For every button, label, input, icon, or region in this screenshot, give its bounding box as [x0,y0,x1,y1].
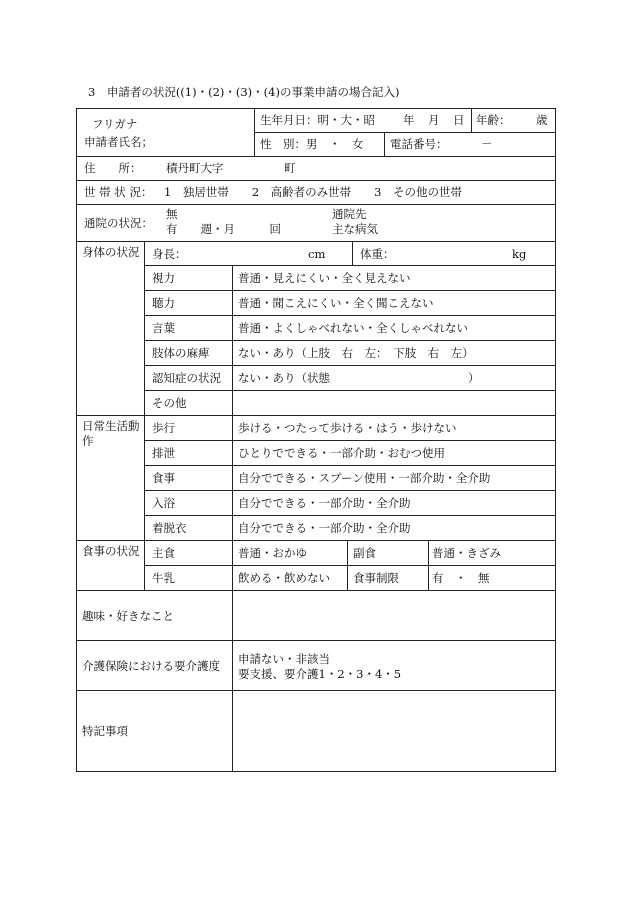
physical-row-value: ない・あり（上肢 右 左： 下肢 右 左） [238,346,474,360]
row-divider [254,132,556,133]
sex-label: 性 別：男 ・ 女 [260,137,364,151]
col-divider [471,108,472,132]
applicant-status-form [76,108,556,772]
weight-unit: kg [512,247,527,261]
col-divider [347,540,348,590]
daily-row-value: ひとりでできる・一部介助・おむつ使用 [238,446,445,460]
col-divider [352,241,353,265]
row-divider [144,315,556,316]
row-divider [144,465,556,466]
age-label: 年齢： [476,113,511,127]
daily-row-label: 食事 [152,471,175,485]
physical-section-label: 身体の状況 [82,245,140,259]
side-dish-value: 普通・きざみ [432,546,501,560]
row-divider [144,340,556,341]
diet-restriction-label: 食事制限 [353,571,399,585]
address-label: 住 所： [84,161,142,175]
hospital-label: 通院の状況： [84,216,153,230]
col-divider [232,590,233,772]
birthdate-day: 日 [453,113,465,127]
staple-food-value: 普通・おかゆ [238,546,307,560]
height-unit: cm [308,247,326,261]
physical-row-label: 聴力 [152,296,175,310]
daily-row-label: 入浴 [152,496,175,510]
daily-row-label: 歩行 [152,421,175,435]
row-divider [144,365,556,366]
height-label: 身長： [152,247,187,261]
row-divider [76,690,556,691]
form-border-left [76,108,77,772]
hospital-none: 無 [166,207,178,221]
household-label: 世 帯 状 況： [84,185,153,199]
row-divider [76,241,556,242]
physical-row-label: 肢体の麻痺 [152,346,210,360]
main-illness-label: 主な病気 [332,222,378,236]
care-level-line2: 要支援、要介護1・2・3・4・5 [238,667,402,681]
daily-row-label: 着脱衣 [152,521,187,535]
row-divider [144,290,556,291]
furigana-label: フリガナ [92,117,138,131]
row-divider [76,204,556,205]
notes-label: 特記事項 [82,724,128,738]
row-divider [76,156,556,157]
row-divider [144,565,556,566]
household-options: 1 独居世帯 2 高齢者のみ世帯 3 その他の世帯 [164,185,462,199]
milk-value: 飲める・飲めない [238,571,330,585]
address-town: 町 [284,161,296,175]
row-divider [144,440,556,441]
row-divider [76,415,556,416]
hobby-label: 趣味・好きなこと [82,609,174,623]
milk-label: 牛乳 [152,571,175,585]
physical-row-label: 視力 [152,271,175,285]
daily-row-value: 自分でできる・スプーン使用・一部介助・全介助 [238,471,491,485]
age-unit: 歳 [536,113,548,127]
applicant-name-label: 申請者氏名； [84,135,153,149]
col-divider [144,241,145,590]
row-divider [76,180,556,181]
form-border-top [76,108,556,109]
address-value: 積丹町大字 [166,161,224,175]
physical-row-value: 普通・見えにくい・全く見えない [238,271,411,285]
physical-row-value: ない・あり（状態 ） [238,371,480,385]
hospital-frequency: 有 週・月 回 [166,222,281,236]
daily-row-label: 排泄 [152,446,175,460]
care-level-line1: 申請ない・非該当 [238,652,330,666]
birthdate-month: 月 [428,113,440,127]
row-divider [76,540,556,541]
daily-row-value: 自分でできる・一部介助・全介助 [238,521,411,535]
row-divider [144,515,556,516]
daily-row-value: 歩ける・つたって歩ける・はう・歩けない [238,421,457,435]
physical-row-label: 言葉 [152,321,175,335]
physical-row-label: 認知症の状況 [152,371,221,385]
meal-section-label: 食事の状況 [82,544,140,558]
weight-label: 体重： [360,247,395,261]
form-border-bottom [76,771,556,772]
hospital-name-label: 通院先 [332,207,367,221]
daily-section-label-cont: 作 [82,434,94,448]
row-divider [76,590,556,591]
phone-label: 電話番号： [390,137,448,151]
side-dish-label: 副食 [353,546,376,560]
row-divider [144,490,556,491]
birthdate-label: 生年月日：明・大・昭 [260,113,375,127]
col-divider [254,108,255,156]
col-divider [384,132,385,156]
row-divider [76,640,556,641]
birthdate-year: 年 [403,113,415,127]
staple-food-label: 主食 [152,546,175,560]
physical-row-value: 普通・よくしゃべれない・全くしゃべれない [238,321,468,335]
col-divider [428,540,429,590]
phone-dash: － [481,137,493,151]
row-divider [144,265,556,266]
diet-restriction-value: 有 ・ 無 [432,571,490,585]
daily-section-label: 日常生活動 [82,419,140,433]
section-heading: 3 申請者の状況((1)・(2)・(3)・(4)の事業申請の場合記入) [88,85,400,99]
daily-row-value: 自分でできる・一部介助・全介助 [238,496,411,510]
physical-row-value: 普通・聞こえにくい・全く聞こえない [238,296,434,310]
row-divider [144,390,556,391]
col-divider [232,265,233,590]
care-level-label: 介護保険における要介護度 [82,659,220,673]
physical-row-label: その他 [152,396,187,410]
